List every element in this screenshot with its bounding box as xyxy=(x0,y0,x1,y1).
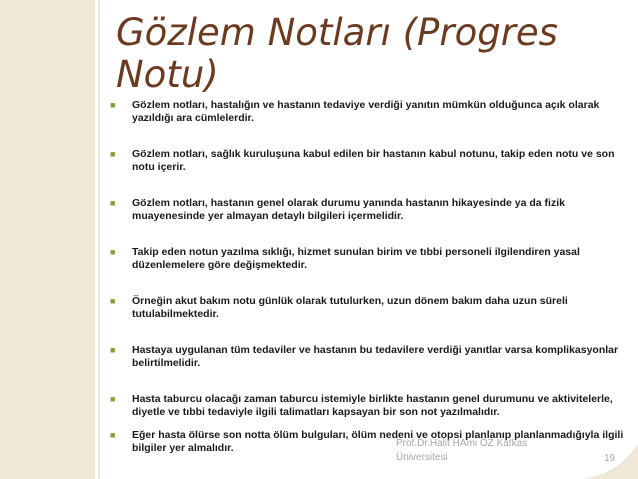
bullet-item xyxy=(108,148,628,174)
bullet-text: Hastaya uygulanan tüm tedaviler ve hastanın bu tedavilere verdiği yanıtlar varsa komplikasyonlar belirtilmelidir. xyxy=(132,344,619,369)
bullet-item xyxy=(108,295,628,321)
square-bullet-icon: ■ xyxy=(110,247,116,257)
decorative-corner-shape xyxy=(583,444,638,479)
square-bullet-icon: ■ xyxy=(110,149,116,159)
bullet-text: Gözlem notları, hastanın genel olarak durumu yanında hastanın hikayesinde ya da fizik muayenesinde yer almayan detaylı bilgileri içermelidir. xyxy=(132,197,565,222)
bullet-text: Takip eden notun yazılma sıklığı, hizmet sunulan birim ve tıbbi personeli ilgilendiren yasal düzenlemelere göre değişmektedir. xyxy=(132,246,580,271)
square-bullet-icon: ■ xyxy=(110,430,116,440)
bullet-item xyxy=(108,246,628,272)
bullet-list xyxy=(108,94,628,455)
bullet-text: Gözlem notları, hastalığın ve hastanın tedaviye verdiği yanıtın mümkün olduğunca açık olarak yazıldığı ara cümlelerdir. xyxy=(132,99,600,124)
page-number: 19 xyxy=(604,453,616,464)
bullet-item xyxy=(108,393,628,419)
bullet-text: Eğer hasta ölürse son notta ölüm bulguları, ölüm nedeni ve otopsi planlanıp planlanmadığıyla ilgili bilgiler yer almalıdır. xyxy=(132,429,624,454)
bullet-text: Hasta taburcu olacağı zaman taburcu istemiyle birlikte hastanın genel durumunu ve aktivitelerle, diyetle ve tıbbi tedaviyle ilgili talimatları kapsayan bir son not yazılmalıdır. xyxy=(132,393,613,418)
square-bullet-icon: ■ xyxy=(110,394,116,404)
bullet-text: Örneğin akut bakım notu günlük olarak tutulurken, uzun dönem bakım daha uzun süreli tutulabilmektedir. xyxy=(132,295,568,320)
footer-author: Prof.Dr.Halit HAmi ÖZ Kafkas Üniversitesi xyxy=(396,438,528,463)
bullet-text: Gözlem notları, sağlık kuruluşuna kabul edilen bir hastanın kabul notunu, takip eden notu ve son notu içerir. xyxy=(132,148,615,173)
square-bullet-icon: ■ xyxy=(110,100,116,110)
bullet-item xyxy=(108,197,628,223)
slide-title: Gözlem Notları (Progres Notu) xyxy=(116,11,558,96)
decorative-side-band xyxy=(0,0,95,479)
bullet-item xyxy=(108,344,628,370)
square-bullet-icon: ■ xyxy=(110,345,116,355)
square-bullet-icon: ■ xyxy=(110,296,116,306)
square-bullet-icon: ■ xyxy=(110,198,116,208)
bullet-item xyxy=(108,99,628,125)
decorative-side-line xyxy=(98,0,100,479)
